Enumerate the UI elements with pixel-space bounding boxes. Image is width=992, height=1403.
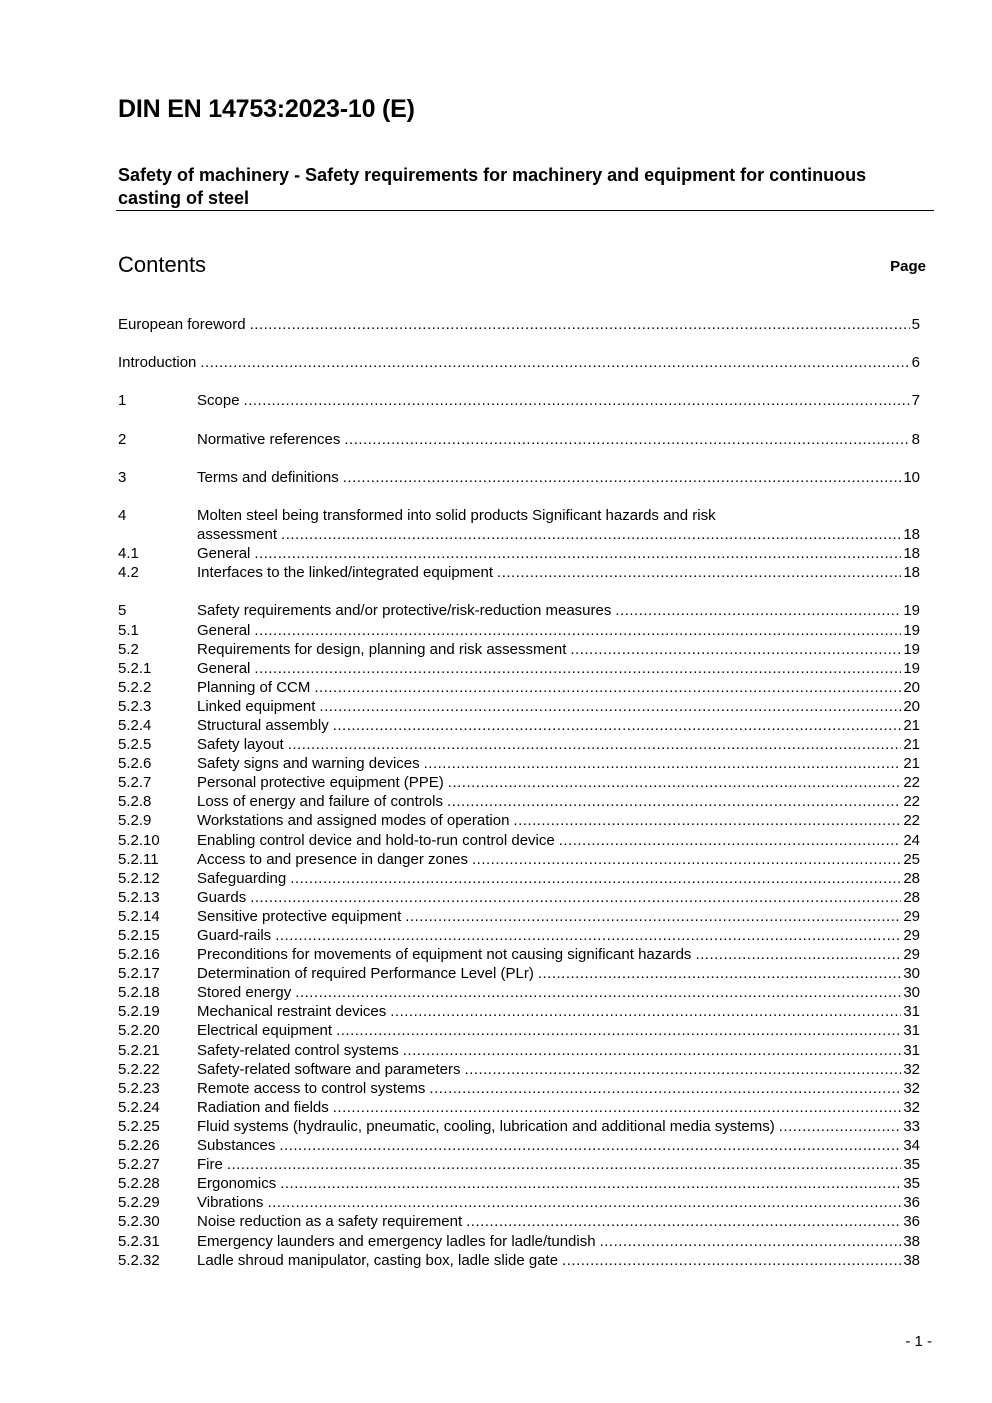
toc-entry-page: 18 bbox=[903, 526, 920, 544]
toc-entry-number: 5.2.26 bbox=[118, 1137, 160, 1155]
toc-entry[interactable] bbox=[118, 754, 920, 773]
toc-dot-leader bbox=[390, 1002, 901, 1021]
toc-entry[interactable] bbox=[118, 1021, 920, 1040]
toc-entry-page: 5 bbox=[911, 316, 920, 333]
toc-entry-page: 35 bbox=[903, 1156, 920, 1174]
toc-dot-leader bbox=[570, 640, 901, 659]
toc-dot-leader bbox=[250, 315, 910, 334]
toc-entry-number: 5.2.25 bbox=[118, 1117, 160, 1135]
toc-dot-leader bbox=[562, 1251, 901, 1270]
toc-entry-page: 30 bbox=[903, 984, 920, 1002]
toc-entry-number: 5.2.14 bbox=[118, 907, 160, 925]
toc-dot-leader bbox=[424, 754, 902, 773]
toc-dot-leader bbox=[333, 716, 902, 735]
toc-entry-number: 5.2.1 bbox=[118, 659, 152, 677]
toc-entry-number: 5.2.28 bbox=[118, 1175, 160, 1193]
toc-entry-number: 5.2.8 bbox=[118, 793, 152, 811]
toc-dot-leader bbox=[254, 659, 901, 678]
toc-entry-page: 19 bbox=[903, 602, 920, 620]
toc-entry-number: 5.2.12 bbox=[118, 869, 160, 887]
toc-dot-leader bbox=[336, 1021, 901, 1040]
toc-dot-leader bbox=[227, 1155, 901, 1174]
toc-entry-number: 4.2 bbox=[118, 564, 139, 582]
toc-entry[interactable] bbox=[118, 563, 920, 582]
toc-dot-leader bbox=[200, 353, 909, 372]
toc-dot-leader bbox=[472, 850, 901, 869]
toc-entry[interactable] bbox=[118, 1079, 920, 1098]
toc-entry-title: General bbox=[197, 544, 254, 563]
toc-entry-page: 22 bbox=[903, 812, 920, 830]
toc-entry-title: Fluid systems (hydraulic, pneumatic, cooling, lubrication and additional media systems) bbox=[197, 1117, 779, 1136]
toc-entry-title: Terms and definitions bbox=[197, 468, 343, 487]
toc-entry-number: 5 bbox=[118, 602, 127, 620]
toc-entry[interactable] bbox=[118, 1251, 920, 1270]
toc-entry-title: Safety-related software and parameters bbox=[197, 1060, 464, 1079]
toc-dot-leader bbox=[513, 811, 901, 830]
toc-entry-number: 5.2.29 bbox=[118, 1194, 160, 1212]
toc-entry-number: 1 bbox=[118, 392, 127, 410]
toc-entry-page: 32 bbox=[903, 1098, 920, 1116]
toc-entry-title: Workstations and assigned modes of operation bbox=[197, 811, 513, 830]
toc-entry[interactable] bbox=[118, 1117, 920, 1136]
toc-dot-leader bbox=[244, 391, 910, 410]
toc-dot-leader bbox=[275, 926, 901, 945]
toc-entry-page: 31 bbox=[903, 1022, 920, 1040]
toc-entry-continuation[interactable] bbox=[118, 525, 920, 544]
toc-entry-page: 8 bbox=[911, 430, 920, 448]
toc-entry-number: 4 bbox=[118, 506, 127, 524]
toc-entry[interactable] bbox=[118, 678, 920, 697]
toc-entry-title: Safety-related control systems bbox=[197, 1041, 403, 1060]
toc-entry-page: 18 bbox=[903, 545, 920, 563]
toc-entry-title: Introduction bbox=[118, 353, 200, 372]
toc-entry-number: 5.2.31 bbox=[118, 1232, 160, 1250]
toc-dot-leader bbox=[290, 869, 901, 888]
toc-entry-title: Safety layout bbox=[197, 735, 288, 754]
toc-dot-leader bbox=[344, 430, 909, 449]
toc-entry-number: 3 bbox=[118, 468, 127, 486]
toc-entry[interactable] bbox=[118, 430, 920, 449]
toc-dot-leader bbox=[403, 1041, 902, 1060]
toc-entry-number: 5.2.7 bbox=[118, 774, 152, 792]
toc-dot-leader bbox=[695, 945, 901, 964]
toc-entry-title: Preconditions for movements of equipment not causing significant hazards bbox=[197, 945, 695, 964]
toc-entry-title: assessment bbox=[197, 525, 281, 544]
toc-entry-page: 29 bbox=[903, 946, 920, 964]
toc-entry[interactable] bbox=[118, 1098, 920, 1117]
toc-entry-number: 5.2.6 bbox=[118, 755, 152, 773]
toc-dot-leader bbox=[343, 468, 902, 487]
toc-entry-number: 5.2.27 bbox=[118, 1156, 160, 1174]
toc-entry[interactable] bbox=[118, 907, 920, 926]
page-column-heading: Page bbox=[890, 258, 926, 275]
toc-entry[interactable] bbox=[118, 391, 920, 410]
toc-entry-page: 20 bbox=[903, 678, 920, 696]
toc-entry-title: Scope bbox=[197, 391, 244, 410]
toc-entry-title: Molten steel being transformed into solid products Significant hazards and risk bbox=[197, 506, 720, 525]
toc-entry-title: Vibrations bbox=[197, 1193, 267, 1212]
toc-entry-title: Requirements for design, planning and risk assessment bbox=[197, 640, 570, 659]
toc-entry-title: Determination of required Performance Level (PLr) bbox=[197, 964, 538, 983]
toc-entry[interactable] bbox=[118, 964, 920, 983]
toc-entry-number: 5.2.22 bbox=[118, 1060, 160, 1078]
toc-entry-number: 5.2.4 bbox=[118, 716, 152, 734]
page-number: - 1 - bbox=[905, 1333, 932, 1350]
toc-entry-title: Structural assembly bbox=[197, 716, 333, 735]
toc-entry[interactable] bbox=[118, 353, 920, 372]
toc-entry-title: Normative references bbox=[197, 430, 344, 449]
toc-dot-leader bbox=[447, 792, 901, 811]
toc-entry-title: Emergency launders and emergency ladles for ladle/tundish bbox=[197, 1232, 600, 1251]
toc-entry[interactable] bbox=[118, 468, 920, 487]
toc-dot-leader bbox=[779, 1117, 902, 1136]
toc-entry-title: Mechanical restraint devices bbox=[197, 1002, 390, 1021]
toc-dot-leader bbox=[281, 525, 901, 544]
toc-entry-number: 5.2.9 bbox=[118, 812, 152, 830]
toc-entry-page: 30 bbox=[903, 965, 920, 983]
toc-entry[interactable] bbox=[118, 773, 920, 792]
toc-entry-title: Planning of CCM bbox=[197, 678, 314, 697]
toc-entry-title: Guard-rails bbox=[197, 926, 275, 945]
toc-entry-number: 5.2.23 bbox=[118, 1079, 160, 1097]
toc-entry-page: 35 bbox=[903, 1175, 920, 1193]
toc-entry[interactable] bbox=[118, 831, 920, 850]
toc-entry-title: Substances bbox=[197, 1136, 279, 1155]
toc-entry-title: General bbox=[197, 621, 254, 640]
toc-entry-title: Remote access to control systems bbox=[197, 1079, 429, 1098]
toc-entry-page: 24 bbox=[903, 831, 920, 849]
toc-dot-leader bbox=[288, 735, 902, 754]
toc-entry-page: 36 bbox=[903, 1194, 920, 1212]
toc-entry[interactable] bbox=[118, 1232, 920, 1251]
toc-entry[interactable] bbox=[118, 1041, 920, 1060]
toc-entry-title: Loss of energy and failure of controls bbox=[197, 792, 447, 811]
toc-entry-page: 18 bbox=[903, 564, 920, 582]
toc-entry-page: 28 bbox=[903, 869, 920, 887]
toc-entry-page: 33 bbox=[903, 1117, 920, 1135]
toc-entry-page: 7 bbox=[911, 392, 920, 410]
toc-dot-leader bbox=[254, 544, 901, 563]
toc-entry-page: 10 bbox=[903, 468, 920, 486]
toc-entry-page: 19 bbox=[903, 640, 920, 658]
toc-entry[interactable] bbox=[118, 716, 920, 735]
toc-dot-leader bbox=[333, 1098, 902, 1117]
toc-entry[interactable] bbox=[118, 811, 920, 830]
toc-entry[interactable] bbox=[118, 1174, 920, 1193]
toc-entry-number: 2 bbox=[118, 430, 127, 448]
toc-entry[interactable] bbox=[118, 621, 920, 640]
toc-entry[interactable] bbox=[118, 1212, 920, 1231]
toc-entry[interactable] bbox=[118, 659, 920, 678]
document-id: DIN EN 14753:2023-10 (E) bbox=[118, 95, 415, 123]
toc-entry-number: 5.2.19 bbox=[118, 1003, 160, 1021]
toc-dot-leader bbox=[538, 964, 901, 983]
toc-dot-leader bbox=[464, 1060, 901, 1079]
toc-entry[interactable] bbox=[118, 850, 920, 869]
toc-entry-title: European foreword bbox=[118, 315, 250, 334]
table-of-contents bbox=[118, 315, 920, 1270]
toc-entry[interactable] bbox=[118, 926, 920, 945]
toc-entry-title: Safety signs and warning devices bbox=[197, 754, 424, 773]
toc-entry[interactable] bbox=[118, 735, 920, 754]
toc-entry[interactable] bbox=[118, 1002, 920, 1021]
toc-entry-title: Enabling control device and hold-to-run control device bbox=[197, 831, 559, 850]
toc-dot-leader bbox=[448, 773, 902, 792]
toc-entry-page: 25 bbox=[903, 850, 920, 868]
toc-dot-leader bbox=[497, 563, 901, 582]
toc-entry[interactable] bbox=[118, 1136, 920, 1155]
document-title: Safety of machinery - Safety requirements for machinery and equipment for continuous casting of steel bbox=[118, 165, 867, 208]
toc-entry[interactable] bbox=[118, 1060, 920, 1079]
toc-entry-number: 5.1 bbox=[118, 621, 139, 639]
toc-entry-number: 5.2.11 bbox=[118, 850, 159, 868]
toc-entry-number: 5.2.15 bbox=[118, 927, 160, 944]
toc-entry[interactable] bbox=[118, 544, 920, 563]
toc-dot-leader bbox=[466, 1212, 901, 1231]
toc-entry[interactable] bbox=[118, 945, 920, 964]
toc-dot-leader bbox=[250, 888, 901, 907]
toc-entry-title: Ladle shroud manipulator, casting box, ladle slide gate bbox=[197, 1251, 562, 1270]
toc-entry[interactable] bbox=[118, 697, 920, 716]
toc-entry[interactable] bbox=[118, 869, 920, 888]
toc-entry-number: 5.2.20 bbox=[118, 1022, 160, 1040]
toc-entry-page: 31 bbox=[903, 1003, 920, 1021]
toc-dot-leader bbox=[319, 697, 901, 716]
toc-entry-page: 36 bbox=[903, 1213, 920, 1231]
toc-dot-leader bbox=[615, 601, 901, 620]
toc-entry-page: 21 bbox=[903, 716, 920, 734]
toc-entry-number: 5.2.24 bbox=[118, 1098, 160, 1116]
contents-heading: Contents bbox=[118, 252, 207, 277]
toc-entry[interactable] bbox=[118, 792, 920, 811]
toc-entry-title: Ergonomics bbox=[197, 1174, 280, 1193]
toc-entry-number: 5.2 bbox=[118, 640, 139, 658]
toc-dot-leader bbox=[405, 907, 901, 926]
toc-entry-page: 28 bbox=[903, 888, 920, 906]
toc-entry-page: 20 bbox=[903, 697, 920, 715]
toc-entry-title: Interfaces to the linked/integrated equipment bbox=[197, 563, 497, 582]
toc-dot-leader bbox=[429, 1079, 901, 1098]
toc-dot-leader bbox=[600, 1232, 902, 1251]
toc-dot-leader bbox=[279, 1136, 901, 1155]
toc-entry[interactable] bbox=[118, 983, 920, 1002]
toc-entry-title: Access to and presence in danger zones bbox=[197, 850, 472, 869]
toc-entry-number: 5.2.13 bbox=[118, 888, 160, 906]
toc-entry-title: Sensitive protective equipment bbox=[197, 907, 405, 926]
toc-entry[interactable] bbox=[118, 315, 920, 334]
toc-entry-number: 5.2.16 bbox=[118, 946, 160, 964]
toc-dot-leader bbox=[559, 831, 902, 850]
toc-entry[interactable] bbox=[118, 1155, 920, 1174]
toc-entry[interactable] bbox=[118, 506, 920, 525]
toc-entry-page: 19 bbox=[903, 621, 920, 639]
toc-entry-title: Safeguarding bbox=[197, 869, 290, 888]
toc-entry-title: Personal protective equipment (PPE) bbox=[197, 773, 448, 792]
toc-entry-number: 5.2.17 bbox=[118, 965, 160, 983]
toc-entry-number: 5.2.2 bbox=[118, 678, 152, 696]
toc-entry-page: 38 bbox=[903, 1232, 920, 1250]
title-rule bbox=[116, 210, 934, 211]
toc-entry-page: 29 bbox=[903, 907, 920, 925]
toc-entry-title: Stored energy bbox=[197, 983, 295, 1002]
toc-entry[interactable] bbox=[118, 888, 920, 907]
toc-entry[interactable] bbox=[118, 601, 920, 620]
toc-dot-leader bbox=[280, 1174, 901, 1193]
toc-entry-page: 38 bbox=[903, 1251, 920, 1269]
toc-dot-leader bbox=[314, 678, 901, 697]
toc-entry-number: 5.2.18 bbox=[118, 984, 160, 1002]
toc-dot-leader bbox=[254, 621, 901, 640]
toc-entry[interactable] bbox=[118, 1193, 920, 1212]
toc-entry-number: 5.2.3 bbox=[118, 697, 152, 715]
toc-entry-page: 32 bbox=[903, 1079, 920, 1097]
toc-entry-page: 19 bbox=[903, 659, 920, 677]
toc-entry-title: Electrical equipment bbox=[197, 1021, 336, 1040]
toc-entry-page: 31 bbox=[903, 1041, 920, 1059]
toc-entry-page: 34 bbox=[903, 1137, 920, 1155]
toc-entry-page: 21 bbox=[903, 736, 920, 754]
toc-entry-page: 21 bbox=[903, 755, 920, 773]
toc-entry-title: General bbox=[197, 659, 254, 678]
toc-entry-page: 6 bbox=[911, 354, 920, 372]
toc-entry-number: 5.2.32 bbox=[118, 1251, 160, 1269]
toc-entry-title: Fire bbox=[197, 1155, 227, 1174]
toc-entry-title: Linked equipment bbox=[197, 697, 319, 716]
toc-entry-title: Radiation and fields bbox=[197, 1098, 333, 1117]
toc-entry-number: 5.2.10 bbox=[118, 831, 160, 849]
toc-entry-title: Safety requirements and/or protective/risk-reduction measures bbox=[197, 601, 615, 620]
toc-entry-number: 5.2.5 bbox=[118, 736, 152, 754]
toc-entry-title: Noise reduction as a safety requirement bbox=[197, 1212, 466, 1231]
toc-dot-leader bbox=[295, 983, 901, 1002]
toc-entry-page: 22 bbox=[903, 774, 920, 792]
toc-entry-page: 29 bbox=[903, 927, 920, 944]
toc-entry[interactable] bbox=[118, 640, 920, 659]
toc-entry-title: Guards bbox=[197, 888, 250, 907]
toc-entry-number: 5.2.30 bbox=[118, 1213, 160, 1231]
toc-entry-number: 5.2.21 bbox=[118, 1041, 160, 1059]
toc-entry-number: 4.1 bbox=[118, 545, 139, 563]
toc-entry-page: 32 bbox=[903, 1060, 920, 1078]
toc-dot-leader bbox=[267, 1193, 901, 1212]
toc-entry-page: 22 bbox=[903, 793, 920, 811]
